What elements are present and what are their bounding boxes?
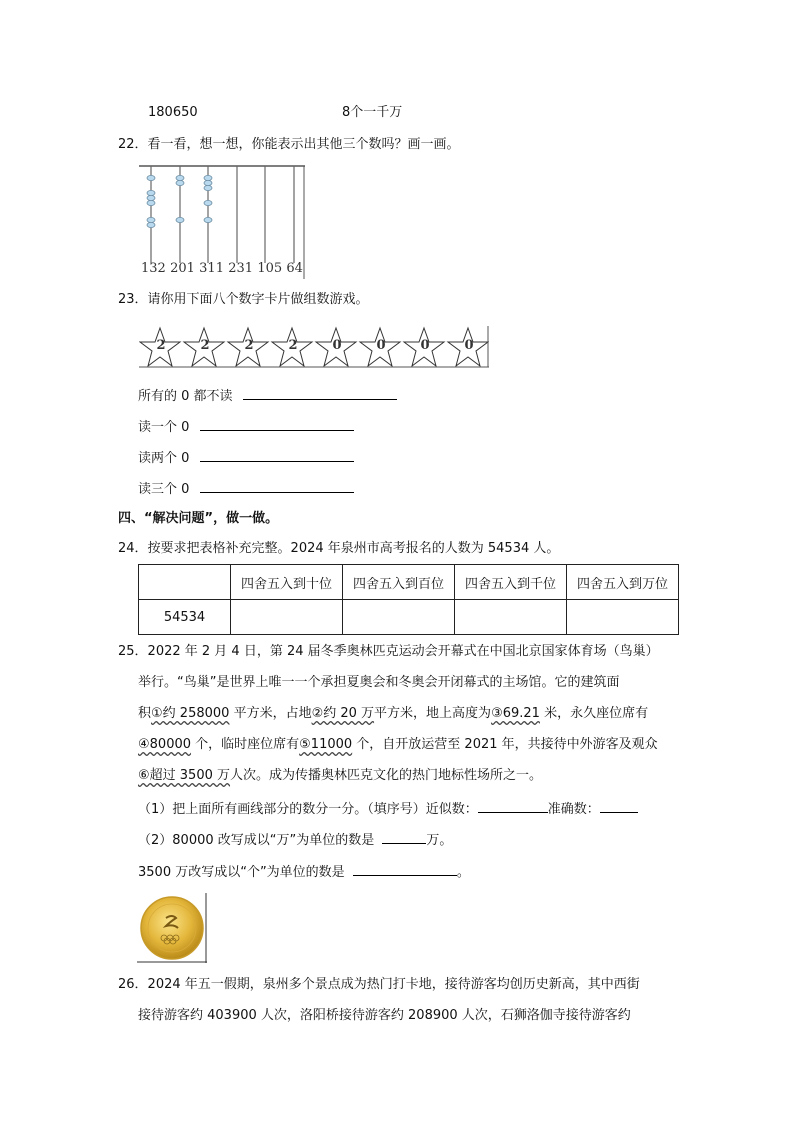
q25-line1: 25．2022 年 2 月 4 日，第 24 届冬季奥林匹克运动会开幕式在中国北京国家体育场（鸟巢） [118,644,659,659]
text: 平方米，地上高度为 [374,706,492,721]
card-digit: 0 [464,338,474,353]
text: 准确数： [547,802,600,817]
q23-title: 23．请你用下面八个数字卡片做组数游戏。 [118,292,369,307]
answer-blank[interactable] [353,861,457,876]
header-cell: 四舍五入到十位 [231,565,343,600]
answer-blank[interactable] [200,416,354,431]
section-heading: 四、“解决问题”，做一做。 [118,511,279,526]
answer-cell[interactable] [231,600,343,635]
approx-answer-blank[interactable] [478,798,548,813]
card-digit: 2 [244,338,254,353]
q24-title: 24．按要求把表格补充完整。2024 年泉州市高考报名的人数为 54534 人。 [118,541,560,556]
card-digit: 0 [376,338,386,353]
card-digit: 0 [420,338,430,353]
answer-left: 180650 [148,105,198,120]
exact-answer-blank[interactable] [600,798,638,813]
answer-cell[interactable] [343,600,455,635]
text: 个，自开放运营至 2021 年，共接待中外游客及观众 [352,737,658,752]
table-header-row [139,565,679,600]
underlined-number: ③69.21 [491,706,540,721]
text: 万。 [426,833,453,848]
q25-sub3 [138,861,470,882]
text: （2）80000 改写成以“万”为单位的数是 [138,833,375,848]
q23-line-2 [138,447,354,468]
card-digit: 2 [156,338,166,353]
line-label: 所有的 0 都不读 [138,389,233,404]
q25-sub1 [138,798,638,819]
text: 。 [456,865,470,880]
text: 平方米，占地 [229,706,312,721]
text: 积 [138,706,152,721]
answer-cell[interactable] [455,600,567,635]
line-label: 读三个 0 [138,482,190,497]
abacus-figure [139,165,305,279]
text: 人次。成为传播奥林匹克文化的热门地标性场所之一。 [230,768,543,783]
text: 米，永久座位席有 [539,706,649,721]
q23-line-1 [138,416,354,437]
header-cell: 四舍五入到万位 [567,565,679,600]
card-digit: 2 [288,338,298,353]
answer-cell[interactable] [567,600,679,635]
q26-line1: 26．2024 年五一假期，泉州多个景点成为热门打卡地，接待游客均创历史新高，其中西街 [118,977,640,992]
olympic-coin-image [137,893,207,963]
answer-blank[interactable] [382,829,426,844]
header-cell: 四舍五入到千位 [455,565,567,600]
q25-line5 [138,767,542,785]
abacus-label: 105 [257,261,283,276]
underlined-number: ⑥超过 3500 万 [138,768,231,783]
abacus-label: 311 [199,261,224,276]
q26-line2: 接待游客约 403900 人次，洛阳桥接待游客约 208900 人次，石狮洛伽寺接待游客约 [138,1008,631,1023]
underlined-number: ①约 258000 [151,706,230,721]
header-cell [139,565,231,600]
line-label: 读一个 0 [138,420,190,435]
abacus-label: 201 [170,261,195,276]
rounding-table [138,564,679,635]
digit-cards [139,326,489,368]
q25-line4 [138,736,658,754]
q23-line-3 [138,478,354,499]
q22-title: 22．看一看，想一想，你能表示出其他三个数吗？画一画。 [118,137,460,152]
underlined-number: ④80000 [138,737,192,752]
answer-right: 8个一千万 [342,105,403,120]
text: （1）把上面所有画线部分的数分一分。（填序号）近似数： [138,802,478,817]
underlined-number: ②约 20 万 [311,706,375,721]
q25-line2: 举行。“鸟巢”是世界上唯一一个承担夏奥会和冬奥会开闭幕式的主场馆。它的建筑面 [138,675,620,690]
gold-coin-icon [137,893,207,963]
answer-blank[interactable] [200,447,354,462]
q23-line-0 [138,385,397,406]
value-cell: 54534 [139,600,231,635]
table-row [139,600,679,635]
line-label: 读两个 0 [138,451,190,466]
q25-sub2 [138,829,452,850]
abacus-label: 231 [228,261,254,276]
text: 个，临时座位席有 [191,737,300,752]
answer-blank[interactable] [243,385,397,400]
header-cell: 四舍五入到百位 [343,565,455,600]
card-digit: 0 [332,338,342,353]
answer-blank[interactable] [200,478,354,493]
card-digit: 2 [200,338,210,353]
q25-line3 [138,705,648,723]
text: 3500 万改写成以“个”为单位的数是 [138,865,345,880]
abacus-label: 132 [141,261,166,276]
underlined-number: ⑤11000 [299,737,353,752]
abacus-label: 64 [286,261,303,276]
